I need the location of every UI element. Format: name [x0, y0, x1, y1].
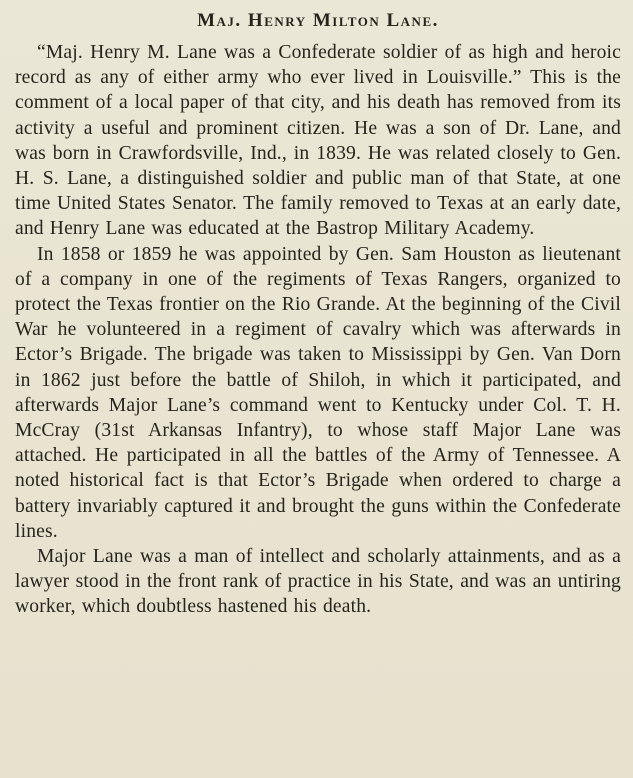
paragraph-3: Major Lane was a man of intellect and scholarly attainments, and as a lawyer stood in the front rank of practice in his State, and was an untiring worker, which doubtless hastened his death.: [15, 546, 621, 618]
paragraph-2: In 1858 or 1859 he was appointed by Gen. Sam Houston as lieutenant of a company in one of the regiments of Texas Rangers, organized to protect the Texas frontier on the Rio Grande. At the beginning of the Civil War he volunteered in a regiment of cavalry which was afterwards in Ector’s Brigade. The brigade was taken to Mississippi by Gen. Van Dorn in 1862 just before the battle of Shiloh, in which it participated, and afterwards Major Lane’s command went to Kentucky under Col. T. H. McCray (31st Arkansas Infantry), to whose staff Major Lane was attached. He participated in all the battles of the Army of Tennessee. A noted historical fact is that Ector’s Brigade when ordered to charge a battery invariably captured it and brought the guns within the Confederate lines.: [15, 243, 621, 542]
article-title: Maj. Henry Milton Lane.: [197, 10, 439, 31]
paragraph-1: “Maj. Henry M. Lane was a Confederate soldier of as high and heroic record as any of either army who ever lived in Louisville.” This is the comment of a local paper of that city, and his death has removed from its activity a useful and prominent citizen. He was a son of Dr. Lane, and was born in Crawfordsville, Ind., in 1839. He was related closely to Gen. H. S. Lane, a distinguished soldier and public man of that State, at one time United States Senator. The family removed to Texas at an early date, and Henry Lane was educated at the Bastrop Military Academy.: [15, 42, 621, 240]
